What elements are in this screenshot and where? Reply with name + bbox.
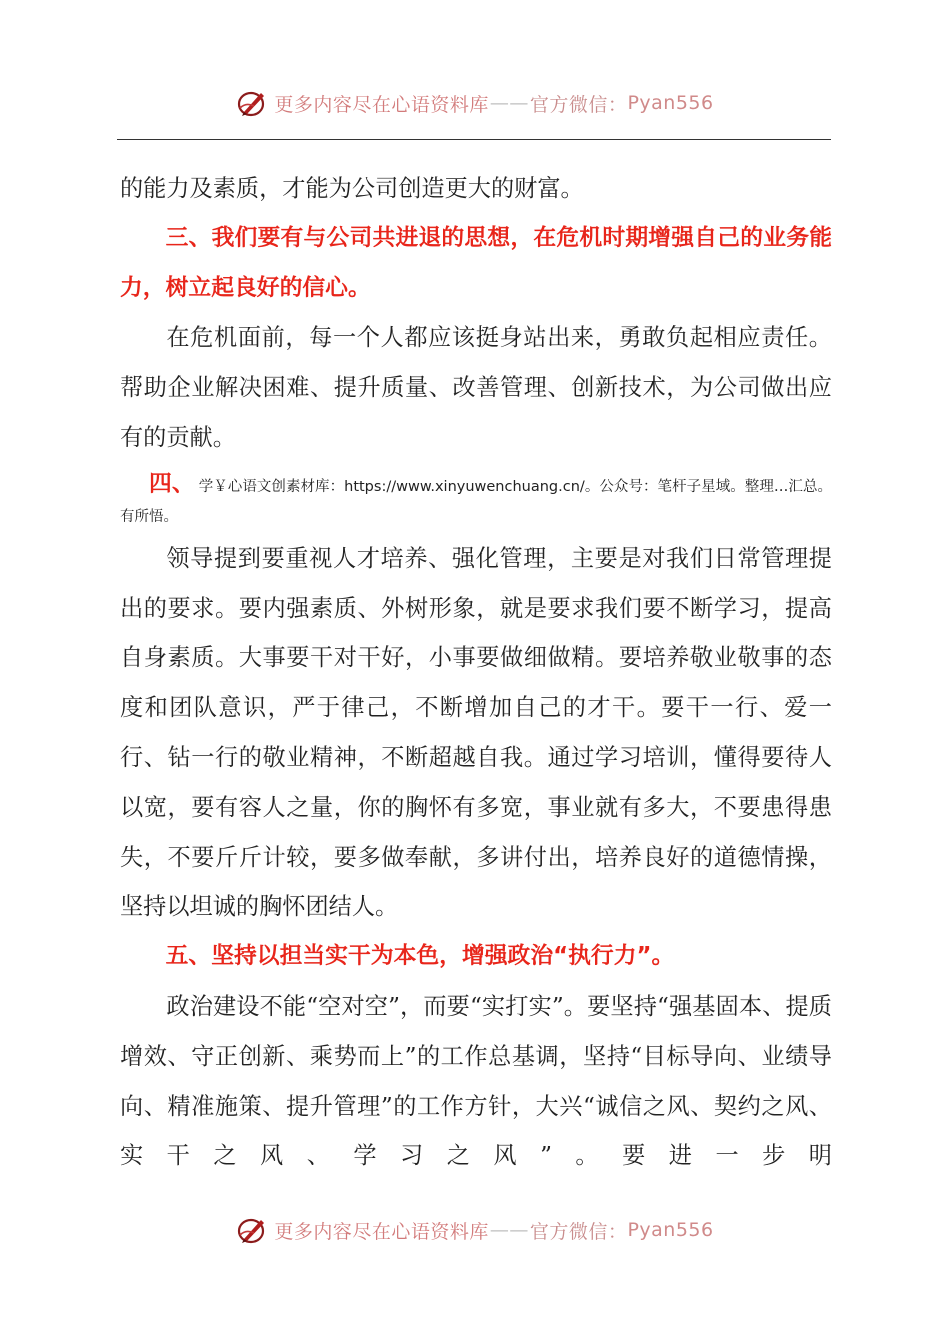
footer-wechat-label: 官方微信： <box>529 1220 628 1243</box>
footer-site-text: 更多内容尽在心语资料库 <box>274 1220 489 1243</box>
page-header <box>0 83 950 123</box>
paragraph-section-5: 政治建设不能“空对空”，而要“实打实”。要坚持“强基固本、提质增效、守正创新、乘势而上”的工作总基调，坚持“目标导向、业绩导向、精准施策、提升管理”的工作方针，大兴“诚信之风、契约之风、实干之风、学习之风”。要进一步明 <box>120 992 832 1170</box>
section-4-number: 四、 <box>149 470 195 497</box>
header-divider <box>117 139 831 140</box>
header-dash: —— <box>489 92 529 114</box>
pen-logo-icon <box>236 1215 270 1245</box>
paragraph-section-3: 在危机面前，每一个人都应该挺身站出来，勇敢负起相应责任。帮助企业解决困难、提升质量、改善管理、创新技术，为公司做出应有的贡献。 <box>120 324 832 451</box>
paragraph-continued: 的能力及素质，才能为公司创造更大的财富。 <box>120 175 584 202</box>
page-footer <box>0 1210 950 1250</box>
footer-wechat-id: Pyan556 <box>627 1219 714 1241</box>
pen-logo-icon <box>236 88 270 118</box>
heading-section-5: 五、坚持以担当实干为本色，增强政治“执行力”。 <box>165 943 675 970</box>
heading-section-4-note <box>120 463 832 534</box>
note-url: https://www.xinyuwenchuang.cn/ <box>344 478 585 495</box>
paragraph-section-4: 领导提到要重视人才培养、强化管理，主要是对我们日常管理提出的要求。要内强素质、外树形象，就是要求我们要不断学习，提高自身素质。大事要干对干好，小事要做细做精。要培养敬业敬事的态度和团队意识，严于律己，不断增加自己的才干。要干一行、爱一行、钻一行的敬业精神，不断超越自我。通过学习培训，懂得要待人以宽，要有容人之量，你的胸怀有多宽，事业就有多大，不要患得患失，不要斤斤计较，要多做奉献，多讲付出，培养良好的道德情操，坚持以坦诚的胸怀团结人。 <box>120 544 832 921</box>
document-body <box>120 164 832 1181</box>
footer-dash: —— <box>489 1219 529 1241</box>
note-suffix: 。公众号：笔杆子星域。整理…汇总。有所悟。 <box>120 478 833 525</box>
heading-section-3: 三、我们要有与公司共进退的思想，在危机时期增强自己的业务能力，树立起良好的信心。 <box>120 224 832 301</box>
header-wechat-id: Pyan556 <box>627 92 714 114</box>
header-wechat-label: 官方微信： <box>529 93 628 116</box>
header-site-text: 更多内容尽在心语资料库 <box>274 93 489 116</box>
note-prefix: 学￥心语文创素材库： <box>198 478 345 495</box>
